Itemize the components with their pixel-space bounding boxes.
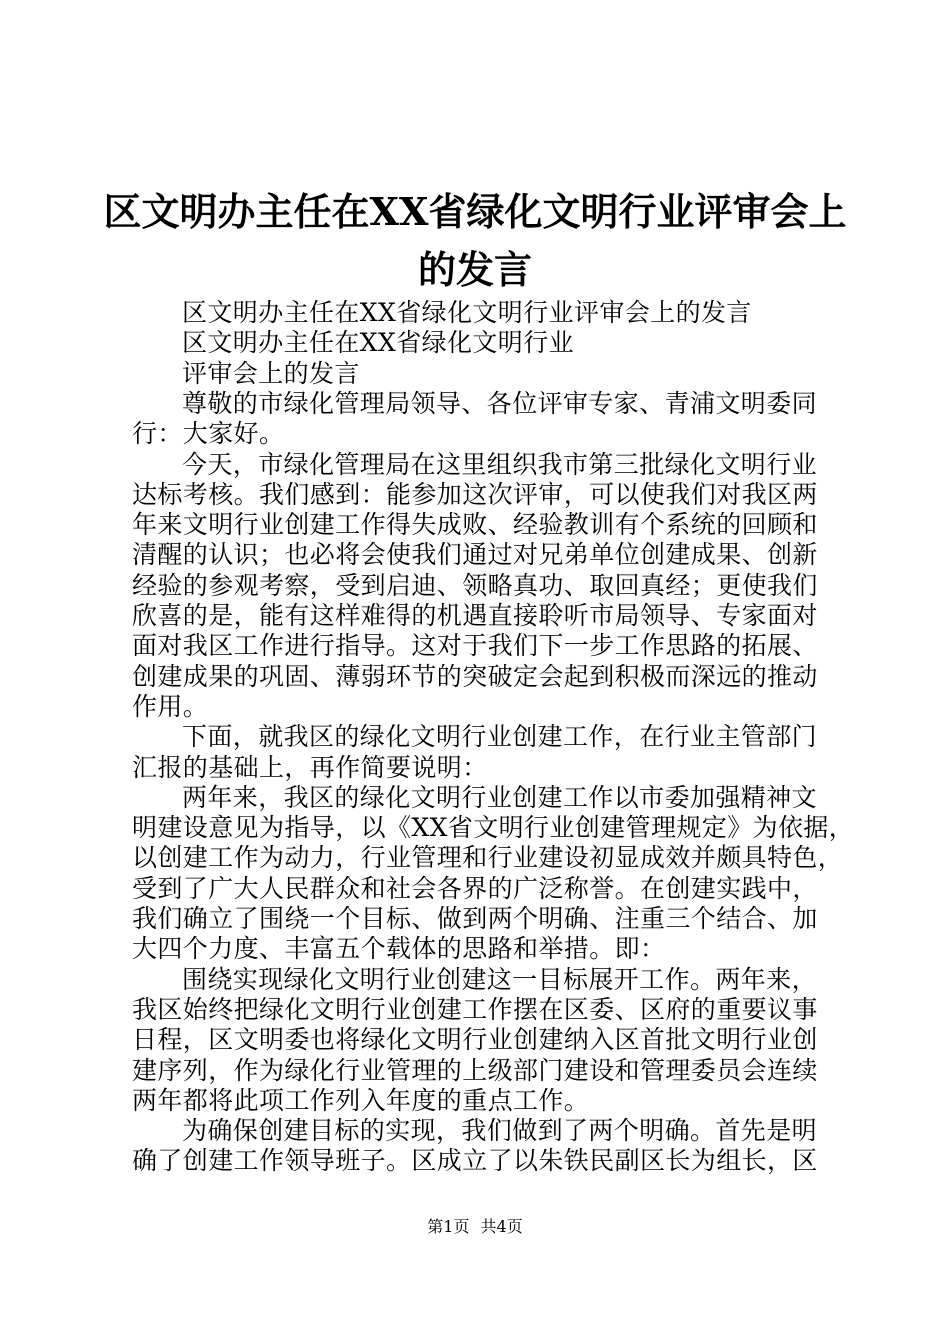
body-line: 下面，就我区的绿化文明行业创建工作，在行业主管部门 [182, 722, 818, 751]
body-line: 评审会上的发言 [182, 359, 360, 388]
body-line: 日程，区文明委也将绿化文明行业创建纳入区首批文明行业创 [132, 1025, 818, 1054]
body-line: 两年都将此项工作列入年度的重点工作。 [132, 1086, 590, 1115]
body-line: 面对我区工作进行指导。这对于我们下一步工作思路的拓展、 [132, 631, 818, 660]
body-line: 今天，市绿化管理局在这里组织我市第三批绿化文明行业 [182, 450, 818, 479]
body-line: 行：大家好。 [132, 419, 285, 448]
body-line: 确了创建工作领导班子。区成立了以朱铁民副区长为组长，区 [132, 1146, 818, 1175]
body-line: 欣喜的是，能有这样难得的机遇直接聆听市局领导、专家面对 [132, 601, 818, 630]
body-line: 明建设意见为指导，以《XX省文明行业创建管理规定》为依据， [132, 813, 855, 842]
body-line: 汇报的基础上，再作简要说明： [132, 753, 488, 782]
body-line: 作用。 [132, 692, 209, 721]
body-line: 区文明办主任在XX省绿化文明行业 [182, 328, 574, 357]
body-line: 两年来，我区的绿化文明行业创建工作以市委加强精神文 [182, 783, 818, 812]
body-line: 区文明办主任在XX省绿化文明行业评审会上的发言 [182, 298, 752, 327]
body-line: 大四个力度、丰富五个载体的思路和举措。即： [132, 934, 666, 963]
body-line: 受到了广大人民群众和社会各界的广泛称誉。在创建实践中， [132, 874, 818, 903]
body-line: 我们确立了围绕一个目标、做到两个明确、注重三个结合、加 [132, 904, 818, 933]
body-line: 我区始终把绿化文明行业创建工作摆在区委、区府的重要议事 [132, 995, 818, 1024]
page-footer [0, 1217, 950, 1237]
body-line: 建序列，作为绿化行业管理的上级部门建设和管理委员会连续 [132, 1056, 818, 1085]
page-number: 第1页 [427, 1217, 470, 1236]
body-line: 经验的参观考察，受到启迪、领略真功、取回真经；更使我们 [132, 571, 818, 600]
page-total: 共4页 [480, 1217, 523, 1236]
body-line: 创建成果的巩固、薄弱环节的突破定会起到积极而深远的推动 [132, 662, 818, 691]
body-line: 以创建工作为动力，行业管理和行业建设初显成效并颇具特色， [132, 843, 844, 872]
body-line: 为确保创建目标的实现，我们做到了两个明确。首先是明 [182, 1116, 818, 1145]
body-line: 年来文明行业创建工作得失成败、经验教训有个系统的回顾和 [132, 510, 818, 539]
body-line: 达标考核。我们感到：能参加这次评审，可以使我们对我区两 [132, 480, 818, 509]
body-line: 围绕实现绿化文明行业创建这一目标展开工作。两年来， [182, 965, 818, 994]
document-title-line-2: 的发言 [417, 247, 532, 292]
body-line: 尊敬的市绿化管理局领导、各位评审专家、青浦文明委同 [182, 389, 818, 418]
body-line: 清醒的认识；也必将会使我们通过对兄弟单位创建成果、创新 [132, 540, 818, 569]
document-title-line-1: 区文明办主任在XX省绿化文明行业评审会上 [103, 189, 847, 234]
